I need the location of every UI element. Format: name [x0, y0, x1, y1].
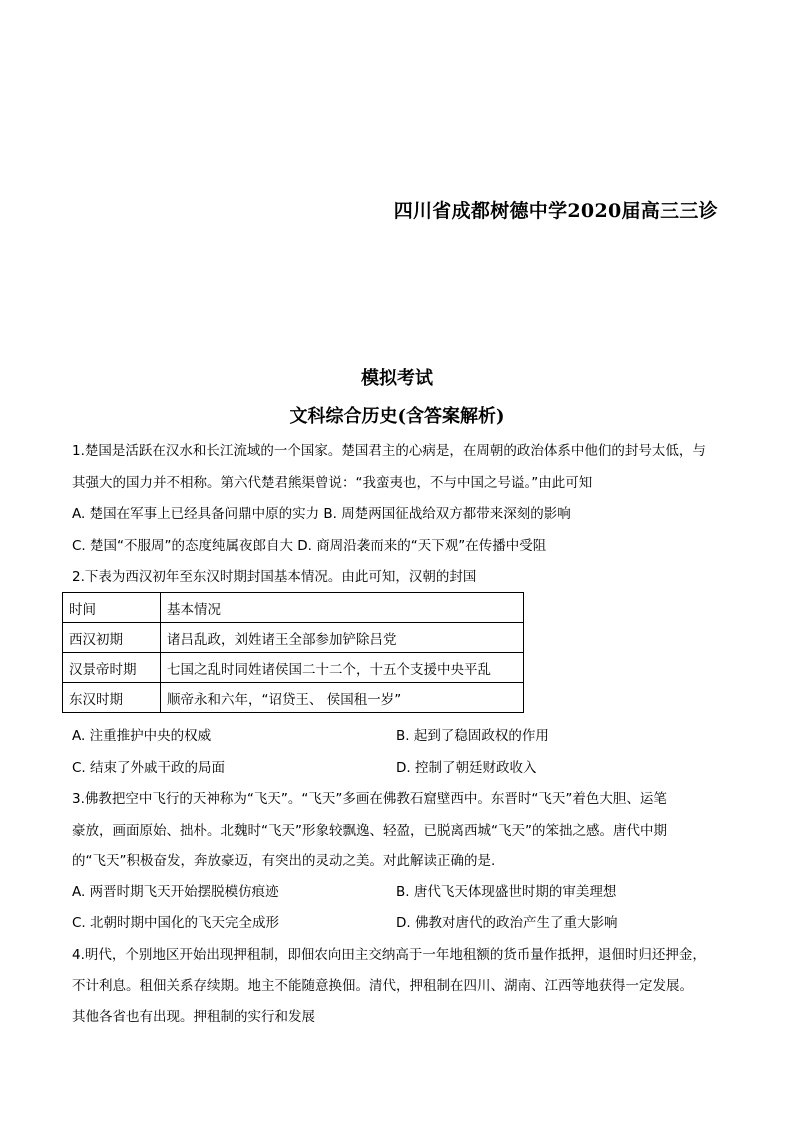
table-cell: 七国之乱时同姓诸侯国二十二个，十五个支援中央平乱	[161, 653, 524, 683]
q4-stem-line-1: 4.明代，个别地区开始出现押租制，即佃农向田主交纳高于一年地租额的货币量作抵押，退佃时归还押金，	[72, 947, 706, 963]
q3-option-a: A. 两晋时期飞天开始摆脱模仿痕迹	[72, 884, 279, 900]
q3-option-c: C. 北朝时期中国化的飞天完全成形	[72, 915, 280, 931]
q2-stem-line-1: 2.下表为西汉初年至东汉时期封国基本情况。由此可知，汉朝的封国	[72, 569, 477, 585]
q1-option-line-cd: C. 楚国“不服周”的态度纯属夜郎自大 D. 商周沿袭而来的“天下观”在传播中受阻	[72, 538, 547, 554]
q4-stem-line-2: 不计利息。租佃关系存续期。地主不能随意换佃。清代，押租制在四川、湖南、江西等地获得一定发展。	[72, 978, 693, 994]
q3-stem-line-2: 豪放，画面原始、拙朴。北魏时“飞天”形象较飘逸、轻盈，已脱离西城“飞天”的笨拙之感。唐代中期	[72, 823, 667, 839]
q4-stem-line-3: 其他各省也有出现。押租制的实行和发展	[72, 1009, 315, 1025]
table-row	[63, 653, 524, 683]
q1-stem-line-2: 其强大的国力并不相称。第六代楚君熊渠曾说：“我蛮夷也，不与中国之号谥。”由此可知	[72, 475, 593, 491]
table-header-cell: 时间	[63, 593, 161, 623]
q3-stem-line-3: 的“飞天”积极奋发，奔放豪迈，有突出的灵动之美。对此解读正确的是.	[72, 853, 496, 869]
q2-option-c: C. 结束了外戚干政的局面	[72, 760, 226, 776]
table-cell: 顺帝永和六年，“诏贷王、 侯国租一岁”	[161, 683, 524, 713]
q2-option-a: A. 注重推护中央的权威	[72, 728, 212, 744]
document-subtitle: 模拟考试	[361, 368, 433, 389]
table-row	[63, 683, 524, 713]
q2-option-b: B. 起到了稳固政权的作用	[396, 728, 549, 744]
q3-stem-line-1: 3.佛教把空中飞行的天神称为“飞天”。“飞天”多画在佛教石窟壁西中。东晋时“飞天”着色大胆、运笔	[72, 791, 667, 807]
table-cell: 东汉时期	[63, 683, 161, 713]
document-subject-title: 文科综合历史(含答案解析)	[289, 406, 505, 427]
q2-option-d: D. 控制了朝廷财政收入	[396, 760, 537, 776]
q3-option-b: B. 唐代飞天体现盛世时期的审美理想	[396, 884, 617, 900]
document-title: 四川省成都树德中学2020届高三三诊	[393, 200, 718, 222]
q3-option-d: D. 佛教对唐代的政治产生了重大影响	[396, 915, 618, 931]
table-header-row	[63, 593, 524, 623]
q1-option-line-ab: A. 楚国在军事上已经具备问鼎中原的实力 B. 周楚两国征战给双方都带来深刻的影响	[72, 506, 571, 522]
table-header-cell: 基本情况	[161, 593, 524, 623]
q1-stem-line-1: 1.楚国是活跃在汉水和长江流域的一个国家。楚国君主的心病是，在周朝的政治体系中他们的封号太低，与	[72, 443, 706, 459]
q2-table	[62, 592, 524, 713]
table-row	[63, 623, 524, 653]
table-cell: 西汉初期	[63, 623, 161, 653]
table-cell: 汉景帝时期	[63, 653, 161, 683]
table-cell: 诸吕乱政，刘姓诸王全部参加铲除吕党	[161, 623, 524, 653]
